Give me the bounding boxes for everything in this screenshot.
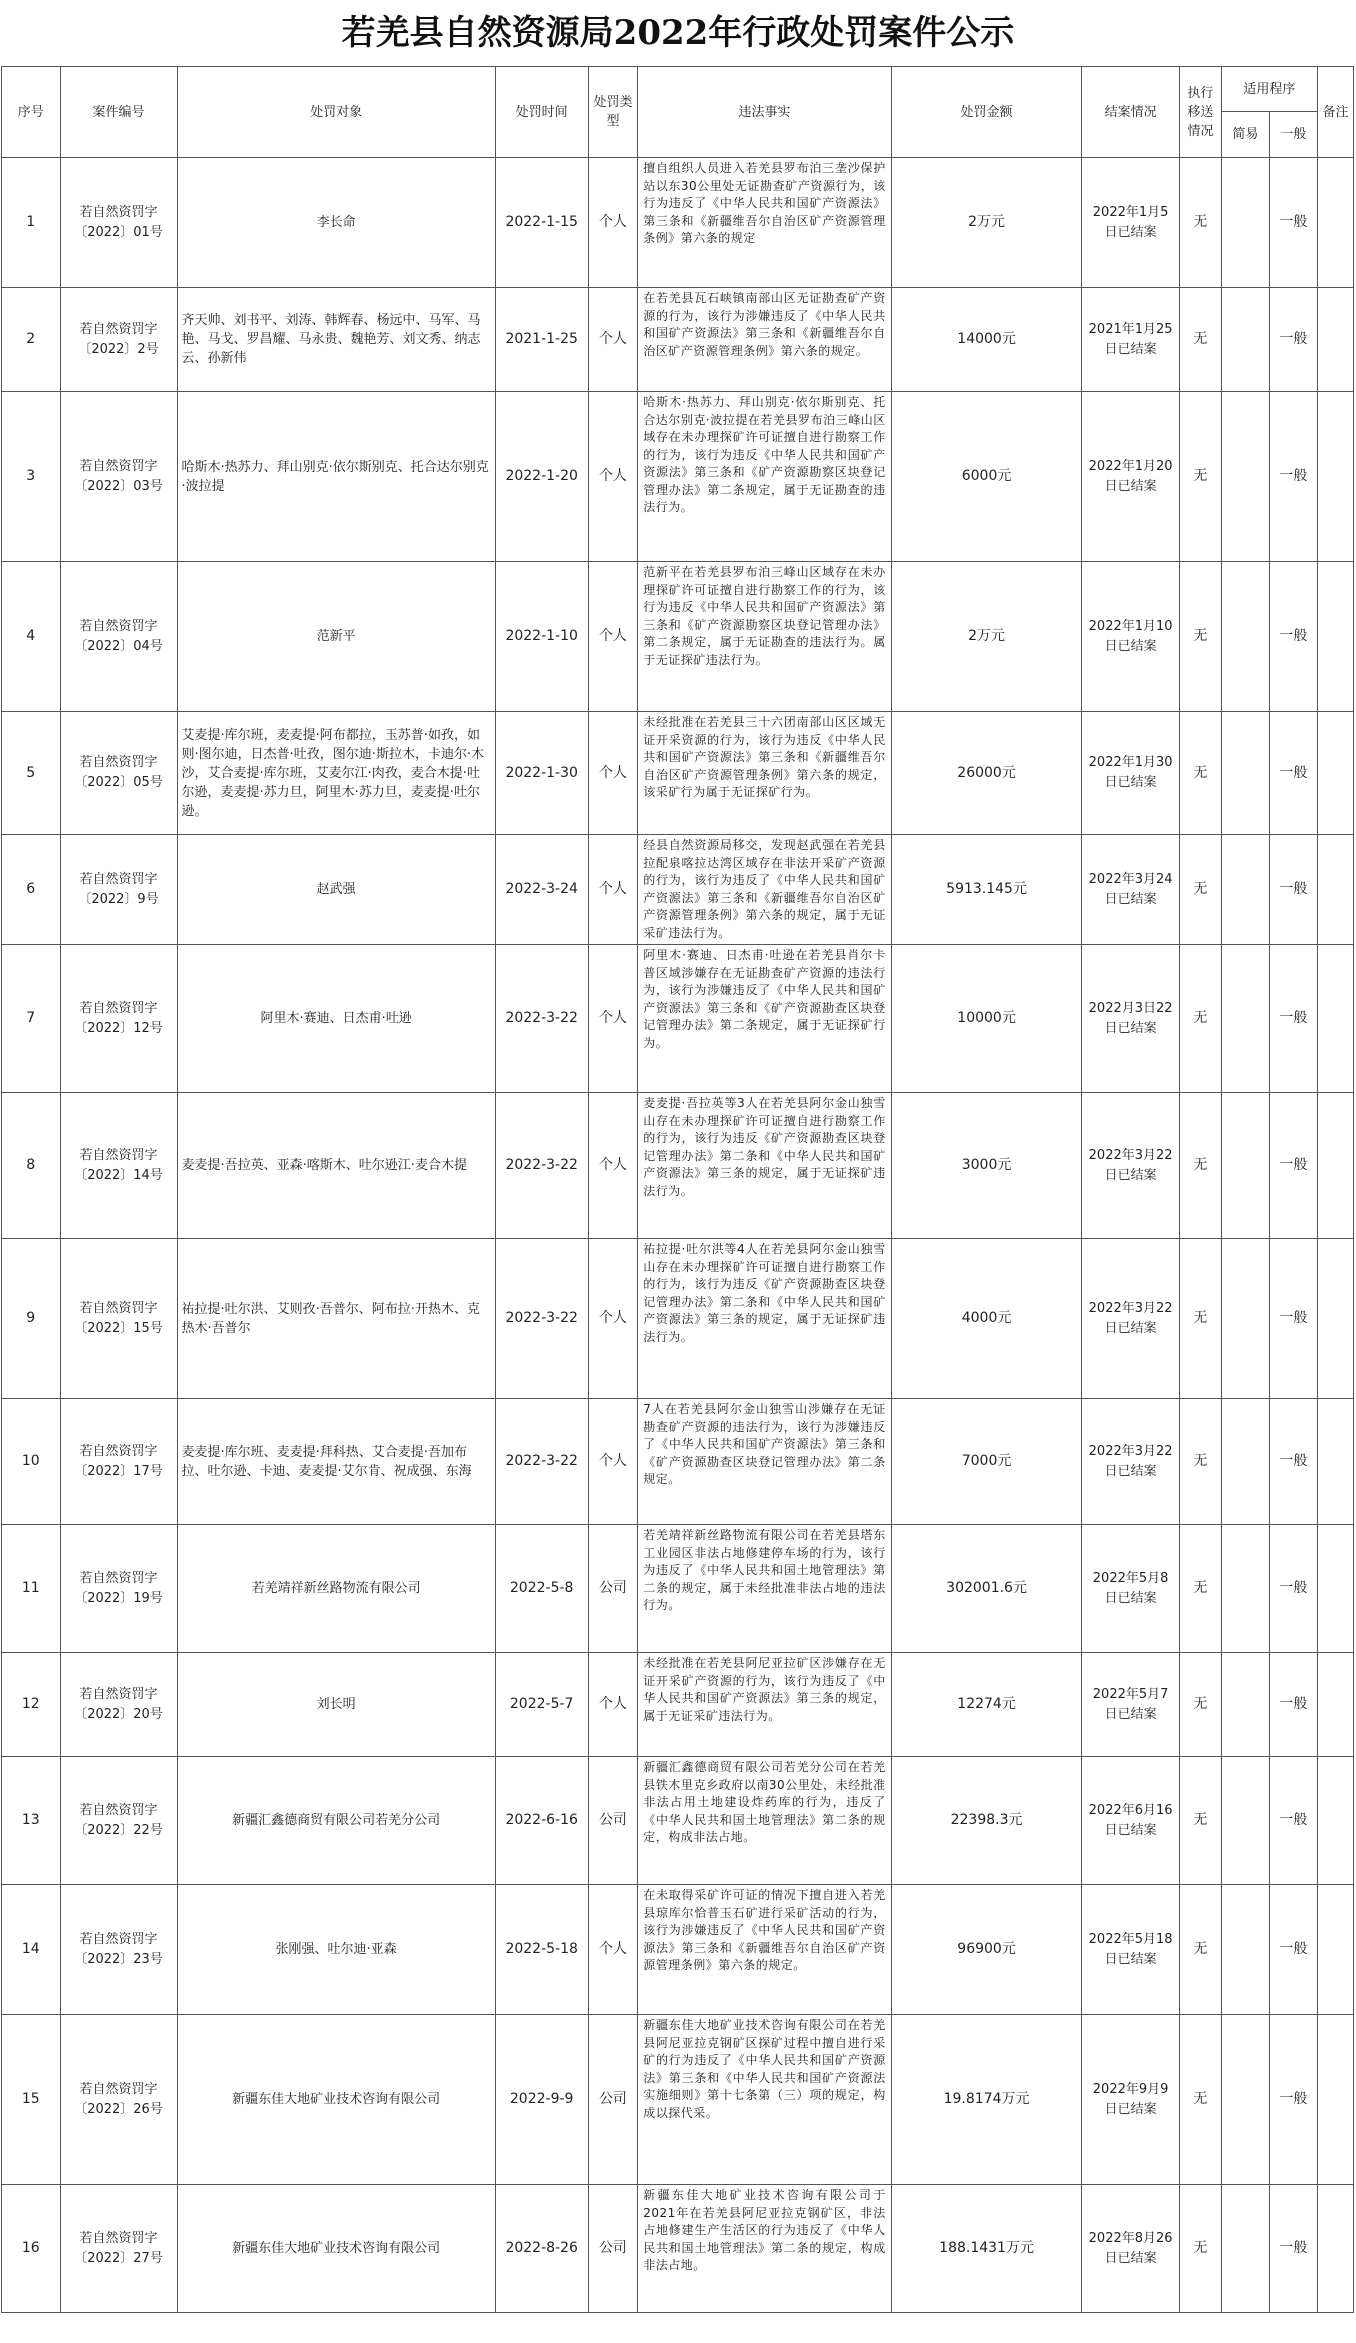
cell-type: 个人 [588,1239,638,1399]
cell-general: 一般 [1269,1653,1317,1757]
cell-date: 2022-8-26 [495,2185,588,2313]
cell-note [1317,1399,1353,1525]
cell-type: 个人 [588,288,638,392]
table-row [2,945,1354,1093]
cell-simple [1221,945,1269,1093]
cell-note [1317,945,1353,1093]
header-facts: 违法事实 [638,67,892,158]
cell-closing: 2022年9月9日已结案 [1082,2015,1180,2185]
cell-closing: 2022年3月22日已结案 [1082,1239,1180,1399]
cell-transfer: 无 [1179,1653,1221,1757]
cell-case-no: 若自然资罚字〔2022〕04号 [60,562,177,712]
cell-facts: 哈斯木·热苏力、拜山别克·依尔斯别克、托合达尔别克·波拉提在若羌县罗布泊三峰山区域存在未办理探矿许可证擅自进行勘察工作的行为，该行为违反《中华人民共和国矿产资源法》第三条和《矿产资源勘察区块登记管理办法》第二条规定，属于无证勘查的违法行为。 [638,392,892,562]
cell-facts: 在若羌县瓦石峡镇南部山区无证勘查矿产资源的行为，该行为涉嫌违反了《中华人民共和国矿产资源法》第三条和《新疆维吾尔自治区矿产资源管理条例》第六条的规定。 [638,288,892,392]
cell-date: 2022-1-30 [495,712,588,835]
cell-type: 个人 [588,835,638,945]
cell-date: 2022-5-7 [495,1653,588,1757]
cell-transfer: 无 [1179,1239,1221,1399]
cell-transfer: 无 [1179,1399,1221,1525]
cell-seq: 10 [2,1399,61,1525]
cell-transfer: 无 [1179,392,1221,562]
cell-seq: 13 [2,1757,61,1885]
cell-party: 齐天帅、刘书平、刘涛、韩辉春、杨远中、马军、马艳、马戈、罗昌耀、马永贵、魏艳芳、刘文秀、纳志云、孙新伟 [177,288,495,392]
cell-type: 个人 [588,158,638,288]
cell-closing: 2022年1月5日已结案 [1082,158,1180,288]
cell-transfer: 无 [1179,288,1221,392]
cell-transfer: 无 [1179,562,1221,712]
cell-closing: 2022年5月7日已结案 [1082,1653,1180,1757]
cell-date: 2022-3-22 [495,1399,588,1525]
cell-simple [1221,2015,1269,2185]
cell-seq: 3 [2,392,61,562]
cell-closing: 2022年1月10日已结案 [1082,562,1180,712]
cell-seq: 16 [2,2185,61,2313]
cell-facts: 经县自然资源局移交，发现赵武强在若羌县拉配泉喀拉达湾区域存在非法开采矿产资源的行为，该行为违反了《中华人民共和国矿产资源法》第三条和《新疆维吾尔自治区矿产资源管理条例》第六条的规定，属于无证采矿违法行为。 [638,835,892,945]
table-row [2,712,1354,835]
cell-closing: 2022年3月24日已结案 [1082,835,1180,945]
cell-party: 阿里木·赛迪、日杰甫·吐逊 [177,945,495,1093]
cell-case-no: 若自然资罚字〔2022〕01号 [60,158,177,288]
cell-party: 新疆汇鑫德商贸有限公司若羌分公司 [177,1757,495,1885]
cell-note [1317,835,1353,945]
table-row [2,1757,1354,1885]
cell-closing: 2021年1月25日已结案 [1082,288,1180,392]
cell-amount: 302001.6元 [891,1525,1082,1653]
cell-facts: 新疆汇鑫德商贸有限公司若羌分公司在若羌县铁木里克乡政府以南30公里处，未经批准非法占用土地建设炸药库的行为，违反了《中华人民共和国土地管理法》第二条的规定，构成非法占地。 [638,1757,892,1885]
cell-amount: 12274元 [891,1653,1082,1757]
header-case-no: 案件编号 [60,67,177,158]
cell-case-no: 若自然资罚字〔2022〕15号 [60,1239,177,1399]
cell-amount: 22398.3元 [891,1757,1082,1885]
cell-case-no: 若自然资罚字〔2022〕27号 [60,2185,177,2313]
cell-seq: 5 [2,712,61,835]
cell-date: 2022-3-22 [495,945,588,1093]
table-row [2,158,1354,288]
cell-amount: 2万元 [891,158,1082,288]
cell-type: 个人 [588,712,638,835]
cell-simple [1221,392,1269,562]
cell-type: 个人 [588,1399,638,1525]
cell-seq: 7 [2,945,61,1093]
cell-party: 艾麦提·库尔班，麦麦提·阿布都拉，玉苏普·如孜，如则·图尔迪，日杰普·吐孜，图尔迪·斯拉木，卡迪尔·木沙，艾合麦提·库尔班，艾麦尔江·肉孜，麦合木提·吐尔逊，麦麦提·苏力旦，阿里木·苏力旦，麦麦提·吐尔逊。 [177,712,495,835]
table-row [2,392,1354,562]
cell-party: 新疆东佳大地矿业技术咨询有限公司 [177,2015,495,2185]
cell-simple [1221,158,1269,288]
cell-general: 一般 [1269,392,1317,562]
cell-closing: 2022年3月22日已结案 [1082,1399,1180,1525]
cell-type: 个人 [588,1885,638,2015]
cell-general: 一般 [1269,2185,1317,2313]
cell-simple [1221,1885,1269,2015]
header-date: 处罚时间 [495,67,588,158]
cell-amount: 14000元 [891,288,1082,392]
cell-transfer: 无 [1179,1757,1221,1885]
cell-note [1317,1239,1353,1399]
table-row [2,1653,1354,1757]
cell-note [1317,1885,1353,2015]
cell-transfer: 无 [1179,2185,1221,2313]
cell-party: 刘长明 [177,1653,495,1757]
cell-amount: 3000元 [891,1093,1082,1239]
cell-note [1317,712,1353,835]
table-row [2,2015,1354,2185]
cell-simple [1221,835,1269,945]
cell-facts: 祐拉提·吐尔洪等4人在若羌县阿尔金山独雪山存在未办理探矿许可证擅自进行勘察工作的行为，该行为违反《矿产资源勘查区块登记管理办法》第二条和《中华人民共和国矿产资源法》第三条的规定，属于无证探矿违法行为。 [638,1239,892,1399]
cell-closing: 2022月3日22日已结案 [1082,945,1180,1093]
cell-closing: 2022年5月8日已结案 [1082,1525,1180,1653]
cell-party: 麦麦提·吾拉英、亚森·喀斯木、吐尔逊江·麦合木提 [177,1093,495,1239]
cell-seq: 11 [2,1525,61,1653]
table-row [2,1239,1354,1399]
cell-seq: 6 [2,835,61,945]
cell-date: 2022-3-22 [495,1239,588,1399]
cell-general: 一般 [1269,1885,1317,2015]
cell-closing: 2022年1月20日已结案 [1082,392,1180,562]
cell-amount: 5913.145元 [891,835,1082,945]
cell-amount: 188.1431万元 [891,2185,1082,2313]
cell-case-no: 若自然资罚字〔2022〕17号 [60,1399,177,1525]
table-row [2,835,1354,945]
cell-type: 个人 [588,1653,638,1757]
cell-party: 赵武强 [177,835,495,945]
cell-case-no: 若自然资罚字〔2022〕03号 [60,392,177,562]
cell-seq: 2 [2,288,61,392]
cell-seq: 14 [2,1885,61,2015]
cell-facts: 未经批准在若羌县阿尼亚拉矿区涉嫌存在无证开采矿产资源的行为，该行为违反了《中华人民共和国矿产资源法》第三条的规定，属于无证采矿违法行为。 [638,1653,892,1757]
cell-closing: 2022年3月22日已结案 [1082,1093,1180,1239]
cell-facts: 范新平在若羌县罗布泊三峰山区域存在未办理探矿许可证擅自进行勘察工作的行为，该行为违反《中华人民共和国矿产资源法》第三条和《矿产资源勘察区块登记管理办法》第二条规定，属于无证勘查的违法行为。属于无证探矿违法行为。 [638,562,892,712]
cell-general: 一般 [1269,1525,1317,1653]
cell-simple [1221,1757,1269,1885]
cell-type: 公司 [588,2015,638,2185]
cell-party: 张刚强、吐尔迪·亚森 [177,1885,495,2015]
cell-seq: 8 [2,1093,61,1239]
cell-amount: 2万元 [891,562,1082,712]
cell-closing: 2022年8月26日已结案 [1082,2185,1180,2313]
cell-simple [1221,1239,1269,1399]
cell-note [1317,2185,1353,2313]
cell-date: 2022-1-10 [495,562,588,712]
cell-date: 2022-5-8 [495,1525,588,1653]
cell-date: 2022-1-20 [495,392,588,562]
cell-note [1317,1653,1353,1757]
cell-facts: 未经批准在若羌县三十六团南部山区区域无证开采资源的行为，该行为违反《中华人民共和国矿产资源法》第三条和《新疆维吾尔自治区矿产资源管理条例》第六条的规定，该采矿行为属于无证探矿行为。 [638,712,892,835]
cell-amount: 6000元 [891,392,1082,562]
cell-party: 若羌靖祥新丝路物流有限公司 [177,1525,495,1653]
cell-general: 一般 [1269,288,1317,392]
cell-amount: 26000元 [891,712,1082,835]
penalty-table [1,66,1354,2313]
header-simple: 简易 [1221,112,1269,158]
cell-facts: 新疆东佳大地矿业技术咨询有限公司在若羌县阿尼亚拉克钢矿区探矿过程中擅自进行采矿的行为违反了《中华人民共和国矿产资源法》第三条和《中华人民共和国矿产资源法实施细则》第十七条第（三）项的规定，构成以探代采。 [638,2015,892,2185]
cell-general: 一般 [1269,562,1317,712]
cell-date: 2022-5-18 [495,1885,588,2015]
cell-date: 2022-3-22 [495,1093,588,1239]
cell-general: 一般 [1269,945,1317,1093]
cell-general: 一般 [1269,1399,1317,1525]
cell-general: 一般 [1269,158,1317,288]
cell-note [1317,288,1353,392]
cell-simple [1221,562,1269,712]
cell-seq: 4 [2,562,61,712]
header-general: 一般 [1269,112,1317,158]
table-row [2,1093,1354,1239]
cell-type: 公司 [588,2185,638,2313]
header-seq: 序号 [2,67,61,158]
cell-note [1317,392,1353,562]
cell-note [1317,1525,1353,1653]
cell-transfer: 无 [1179,835,1221,945]
cell-date: 2021-1-25 [495,288,588,392]
header-party: 处罚对象 [177,67,495,158]
cell-note [1317,2015,1353,2185]
cell-type: 公司 [588,1757,638,1885]
cell-simple [1221,1093,1269,1239]
cell-party: 李长命 [177,158,495,288]
cell-date: 2022-9-9 [495,2015,588,2185]
cell-transfer: 无 [1179,2015,1221,2185]
cell-transfer: 无 [1179,1093,1221,1239]
cell-general: 一般 [1269,1239,1317,1399]
cell-date: 2022-6-16 [495,1757,588,1885]
cell-date: 2022-1-15 [495,158,588,288]
cell-closing: 2022年1月30日已结案 [1082,712,1180,835]
cell-type: 个人 [588,562,638,712]
cell-facts: 擅自组织人员进入若羌县罗布泊三垄沙保护站以东30公里处无证勘查矿产资源行为，该行为违反了《中华人民共和国矿产资源法》第三条和《新疆维吾尔自治区矿产资源管理条例》第六条的规定 [638,158,892,288]
cell-type: 个人 [588,1093,638,1239]
cell-party: 新疆东佳大地矿业技术咨询有限公司 [177,2185,495,2313]
header-transfer: 执行移送情况 [1179,67,1221,158]
table-row [2,2185,1354,2313]
header-note: 备注 [1317,67,1353,158]
cell-type: 个人 [588,392,638,562]
table-row [2,288,1354,392]
cell-simple [1221,1399,1269,1525]
cell-facts: 阿里木·赛迪、日杰甫·吐逊在若羌县肖尔卡普区域涉嫌存在无证勘查矿产资源的违法行为，该行为涉嫌违反了《中华人民共和国矿产资源法》第三条和《矿产资源勘查区块登记管理办法》第二条规定，属于无证探矿行为。 [638,945,892,1093]
cell-case-no: 若自然资罚字〔2022〕9号 [60,835,177,945]
cell-facts: 麦麦提·吾拉英等3人在若羌县阿尔金山独雪山存在未办理探矿许可证擅自进行勘察工作的行为，该行为违反《矿产资源勘查区块登记管理办法》第二条和《中华人民共和国矿产资源法》第三条的规定，属于无证探矿违法行为。 [638,1093,892,1239]
cell-date: 2022-3-24 [495,835,588,945]
cell-party: 祐拉提·吐尔洪、艾则孜·吾普尔、阿布拉·开热木、克热木·吾普尔 [177,1239,495,1399]
cell-facts: 若羌靖祥新丝路物流有限公司在若羌县塔东工业园区非法占地修建停车场的行为，该行为违反了《中华人民共和国土地管理法》第二条的规定，属于未经批准非法占地的违法行为。 [638,1525,892,1653]
cell-party: 范新平 [177,562,495,712]
header-type: 处罚类型 [588,67,638,158]
table-row [2,1525,1354,1653]
cell-seq: 9 [2,1239,61,1399]
table-row [2,562,1354,712]
cell-amount: 7000元 [891,1399,1082,1525]
cell-amount: 96900元 [891,1885,1082,2015]
cell-case-no: 若自然资罚字〔2022〕19号 [60,1525,177,1653]
cell-simple [1221,712,1269,835]
cell-note [1317,562,1353,712]
header-procedure: 适用程序 [1221,67,1317,112]
cell-case-no: 若自然资罚字〔2022〕23号 [60,1885,177,2015]
cell-general: 一般 [1269,712,1317,835]
cell-seq: 15 [2,2015,61,2185]
cell-case-no: 若自然资罚字〔2022〕2号 [60,288,177,392]
cell-closing: 2022年5月18日已结案 [1082,1885,1180,2015]
cell-amount: 19.8174万元 [891,2015,1082,2185]
cell-facts: 新疆东佳大地矿业技术咨询有限公司于2021年在若羌县阿尼亚拉克钢矿区，非法占地修建生产生活区的行为违反了《中华人民共和国土地管理法》第二条的规定，构成非法占地。 [638,2185,892,2313]
cell-transfer: 无 [1179,945,1221,1093]
cell-type: 公司 [588,1525,638,1653]
cell-facts: 7人在若羌县阿尔金山独雪山涉嫌存在无证勘查矿产资源的违法行为，该行为涉嫌违反了《中华人民共和国矿产资源法》第三条和《矿产资源勘查区块登记管理办法》第二条规定。 [638,1399,892,1525]
cell-transfer: 无 [1179,1885,1221,2015]
cell-note [1317,1093,1353,1239]
cell-party: 麦麦提·库尔班、麦麦提·拜科热、艾合麦提·吾加布拉、吐尔逊、卡迪、麦麦提·艾尔肯、祝成强、东海 [177,1399,495,1525]
table-body [2,158,1354,2313]
cell-seq: 12 [2,1653,61,1757]
cell-amount: 10000元 [891,945,1082,1093]
cell-facts: 在未取得采矿许可证的情况下擅自进入若羌县琼库尔恰普玉石矿进行采矿活动的行为，该行为涉嫌违反了《中华人民共和国矿产资源法》第三条和《新疆维吾尔自治区矿产资源管理条例》第六条的规定。 [638,1885,892,2015]
cell-amount: 4000元 [891,1239,1082,1399]
cell-closing: 2022年6月16日已结案 [1082,1757,1180,1885]
cell-transfer: 无 [1179,158,1221,288]
cell-seq: 1 [2,158,61,288]
header-closing: 结案情况 [1082,67,1180,158]
cell-general: 一般 [1269,1757,1317,1885]
cell-note [1317,1757,1353,1885]
cell-simple [1221,1653,1269,1757]
table-row [2,1399,1354,1525]
cell-case-no: 若自然资罚字〔2022〕05号 [60,712,177,835]
cell-general: 一般 [1269,1093,1317,1239]
cell-transfer: 无 [1179,712,1221,835]
cell-simple [1221,1525,1269,1653]
cell-simple [1221,2185,1269,2313]
cell-case-no: 若自然资罚字〔2022〕22号 [60,1757,177,1885]
cell-case-no: 若自然资罚字〔2022〕14号 [60,1093,177,1239]
header-amount: 处罚金额 [891,67,1082,158]
cell-case-no: 若自然资罚字〔2022〕12号 [60,945,177,1093]
cell-party: 哈斯木·热苏力、拜山别克·依尔斯别克、托合达尔别克·波拉提 [177,392,495,562]
cell-general: 一般 [1269,835,1317,945]
cell-note [1317,158,1353,288]
cell-general: 一般 [1269,2015,1317,2185]
page-title: 若羌县自然资源局2022年行政处罚案件公示 [341,13,1015,53]
cell-transfer: 无 [1179,1525,1221,1653]
table-row [2,1885,1354,2015]
cell-type: 个人 [588,945,638,1093]
cell-case-no: 若自然资罚字〔2022〕26号 [60,2015,177,2185]
cell-case-no: 若自然资罚字〔2022〕20号 [60,1653,177,1757]
cell-simple [1221,288,1269,392]
